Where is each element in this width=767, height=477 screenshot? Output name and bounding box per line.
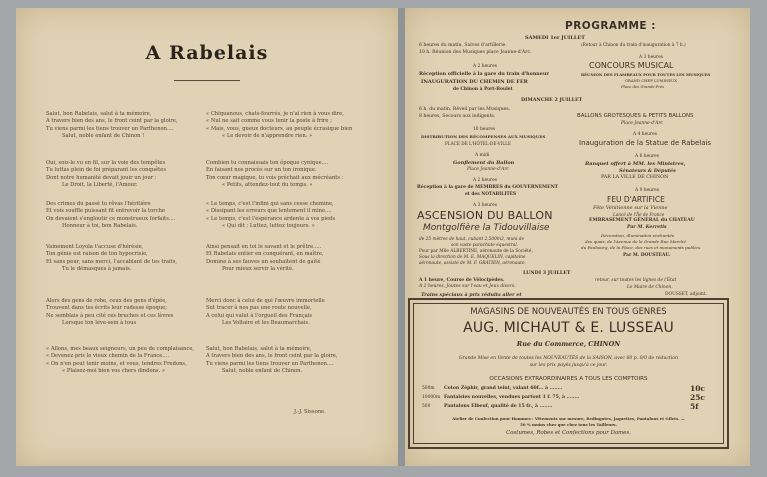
poem-stanza	[46, 298, 173, 328]
poem-line: « Dissipant les erreurs que lentement il mine....	[206, 208, 332, 215]
poem-line: Salut, noble enfant de Chinon !	[62, 133, 145, 140]
page-fold	[398, 8, 405, 466]
poem-line: Ainsi pensait en toi le savant et le prêtre.....	[206, 244, 322, 250]
poem-line: On devaient s'engloutir ce monstrueux forfaits....	[46, 215, 176, 222]
prog-line-midi: A midi	[475, 153, 490, 158]
poem-line: Et Rabelais entier en conquérant, en maître,	[206, 251, 324, 258]
feu-line-7: du Faubourg, de la Place, des rues et monuments publics.	[581, 245, 702, 250]
poem-stanza	[206, 160, 343, 190]
balloon-detail-3: Pour par Mlle ALBERTINE, aéronaute de la Société,	[419, 249, 533, 254]
ad-item-label: Coton Zéphir, grand teint, valant 60f... à ........	[444, 386, 563, 391]
concert-sub-2: GRAND CHEF LUMINEUX	[625, 78, 677, 83]
ad-item-price: 10c	[690, 384, 706, 393]
poem-line: Sut tracer à nos pas une route nouvelle,	[206, 305, 312, 312]
poem-line: Tu viens parmi les tiens trouver un Parthenon....	[206, 360, 334, 367]
poem-line: Trouvent dans tes écrits leur rudesse époque;	[46, 305, 167, 312]
poem-line: Salut, bon Rabelais, salut à ta mémoire,	[206, 346, 312, 352]
balloon-detail-2: son vaste parachute équestral.	[451, 243, 519, 248]
programme-heading: PROGRAMME :	[565, 20, 656, 32]
prog-line-reception: Réception officielle à la gare du train d'honneur	[419, 71, 549, 77]
poem-line: Les Voltaire et les Beaumarchais.	[222, 320, 310, 327]
ad-shop-name: AUG. MICHAUT & E. LUSSEAU	[463, 320, 674, 336]
prog-line-chinon-port: de Chinon à Port-Boulet	[453, 87, 513, 92]
poem-line: Tu le démasques à jamais.	[62, 266, 132, 273]
poem-line: Dont notre humanité devait jouir un jour :	[46, 174, 157, 181]
ad-item-quantity: 500m	[422, 386, 435, 391]
poem-line: Domine à ses fauves un souhaitent de gaîté	[206, 258, 321, 265]
prog-r-retour-train: (Retour à Chinon du train d'inauguration à 7 h.)	[581, 43, 686, 48]
poem-line: Combien tu connaissais ton époque cynique....	[206, 160, 329, 166]
banquet-line-2: Sénateurs & Députés	[619, 168, 676, 174]
concert-sub-1: RÉUNION DES FLAMBEAUX POUR TOUTES LES MUSIQUES	[581, 72, 711, 77]
ad-item-price: 5f	[690, 402, 699, 411]
prog-line-notabilites: et des NOTABILITÉS	[465, 192, 517, 197]
poem-line: Pour mieux servir la vérité.	[222, 266, 294, 273]
prog-line-reveil: 6 h. du matin, Réveil par les Musiques.	[419, 107, 511, 112]
poem-stanza	[46, 111, 178, 141]
balloon-detail-5: aéronaute, assisté de M. F. GRATIEN, aéronaute.	[419, 261, 526, 266]
poem-line: Et sans peur, sans merci, l'accablant de tes traits,	[46, 258, 178, 265]
poem-line: Lorsque ton lève-sein à tous	[62, 320, 137, 327]
prog-line-time-2h: A 2 heures	[473, 64, 497, 69]
ballons-title: BALLONS GROTESQUES & PETITS BALLONS	[577, 113, 694, 119]
prog-line-time-2h-b: A 2 heures	[473, 178, 497, 183]
banquet-line-1: Banquet offert à MM. les Ministres,	[585, 161, 686, 167]
ad-occasions: OCCASIONS EXTRAORDINAIRES A TOUS LES COMPTOIRS	[489, 376, 648, 382]
poem-line: « Plaisez-moi bien vos chers dindons. »	[62, 368, 166, 375]
ad-heading: MAGASINS DE NOUVEAUTÉS EN TOUS GENRES	[470, 306, 667, 316]
maire-title: Le Maire de Chinon,	[627, 285, 673, 290]
poem-line: Salut, noble enfant de Chinon.	[222, 368, 303, 375]
ad-promo-1: Grande Mise en Vente de toutes les NOUVEAUTÉS de la SAISON, avec 60 p. 0/0 de réduction	[458, 356, 679, 361]
poem-signature: J.-J. Sissone.	[294, 409, 326, 415]
prog-line-reunion: 10 h. Réunion des Musiques place Jeanne-d'Arc.	[419, 50, 532, 55]
ad-atelier-2: 50 % moins cher que chez tous les Tailleurs.	[520, 422, 617, 427]
feu-line-3: EMBRASEMENT GÉNÉRAL du CHATEAU	[589, 218, 695, 223]
poem-stanza	[46, 160, 166, 190]
title-ornament-rule	[174, 80, 240, 81]
poem-line: Des crimes du passé tu rêvas l'héritière	[46, 201, 151, 207]
prog-line-place-hotel: PLACE DE L'HÔTEL-DE-VILLE	[445, 141, 511, 146]
balloon-title: ASCENSION DU BALLON	[417, 209, 553, 222]
ad-atelier-1: Atelier de Confection pour Hommes : Vêtements sur mesure, Redingotes, Jaquettes, Pantalons et Gilets. —	[452, 416, 685, 421]
sunday-date: DIMANCHE 2 JUILLET	[521, 97, 583, 103]
ad-item-quantity: 10000m	[422, 395, 441, 400]
prog-line-place-jeanne: Place Jeanne-d'Arc	[467, 167, 509, 172]
poem-line: Ne semblais à peu cité ces bruches et ces lèvres	[46, 312, 174, 319]
poem-line: A celui qui valut à l'orgueil des Français	[206, 312, 313, 319]
poem-line: Tu viens parmi les tiens trouver un Parthenon....	[46, 125, 174, 132]
poem-line: A travers bien des ans, le front ceint par la gloire,	[206, 353, 338, 360]
poem-title: A Rabelais	[145, 42, 269, 64]
poem-stanza	[206, 298, 325, 328]
prog-line-salves: 6 heures du matin, Salves d'artillerie.	[419, 43, 507, 48]
prog-line-inauguration-rail: INAUGURATION DU CHEMIN DE FER	[421, 79, 528, 85]
balloon-detail-1: de 25 mètres de haut, cubant 2,500m3, muni de	[419, 237, 525, 242]
poem-line: « Le devoir de n'apprendre rien. »	[222, 133, 313, 140]
ad-item-quantity: 500	[422, 404, 431, 409]
poem-line: « Chiquanous, chats-fourrés, je n'ai rien à vous dire,	[206, 111, 344, 117]
prog-r-time-3h: A 3 heures	[639, 55, 663, 60]
poem-stanza	[206, 244, 324, 274]
left-page	[16, 8, 398, 466]
poem-line: « Devenez pris le vieux chemin de la France....	[46, 353, 169, 360]
poem-line: « Qui dit : Luttez, luttez toujours. »	[222, 223, 315, 230]
feu-time: A 9 heures	[635, 188, 659, 193]
prog-line-reception-gov: Réception à la gare de MEMBRES du GOUVERNEMENT	[417, 185, 559, 190]
inaug-time: A 4 heures	[633, 132, 657, 137]
monday-item-joutes: A 2 heures, Joutes sur l'eau et Jeux divers.	[419, 284, 516, 289]
ad-item-label: Pantalons Elbeuf, qualité de 15 fr., à ........	[444, 404, 553, 409]
prog-line-distribution: DISTRIBUTION DES RÉCOMPENSES AUX MUSIQUES	[421, 134, 546, 139]
balloon-detail-4: Sous la direction de M. E. MAQUELIN, capitaine	[419, 255, 526, 260]
saturday-date: SAMEDI 1er JUILLET	[525, 35, 585, 41]
trains-note: Trains spéciaux à prix réduits aller et	[421, 292, 522, 298]
banquet-line-3: PAR LA VILLE DE CHINON	[601, 175, 669, 180]
feu-line-6: des quais, de l'Avenue de la Grande Rue Marché	[585, 239, 686, 244]
poem-line: Oui, sois-le vu en fil, sur la voie des tempêtes	[46, 160, 166, 166]
poem-line: Tu luttas plein de foi préparant les conquêtes	[46, 167, 167, 174]
poem-line: « Allons, mes beaux seigneurs, un peu de complaisance,	[46, 346, 195, 352]
poem-stanza	[46, 201, 175, 231]
poem-stanza	[206, 201, 335, 231]
ad-item-label: Fantaisies nouvelles, vendues partout 1 f. 75, à ........	[444, 395, 580, 400]
retour-note: retour, sur toutes les lignes de l'Etat	[595, 278, 677, 283]
monday-date: LUNDI 3 JUILLET	[523, 270, 571, 276]
feu-line-8: Par M. DOUSTEAU.	[623, 253, 671, 258]
feu-line-2: Lancé de l'Île de France	[613, 212, 665, 217]
poem-line: A travers bien des ans, le front ceint par la gloire,	[46, 118, 178, 125]
poem-line: Merci donc à celui de qui l'œuvre immortelle	[206, 298, 325, 304]
poem-line: Ton cœur magique, tu vois préchait aux mécréants :	[206, 174, 344, 181]
prog-line-gonflement: Gonflement du Ballon	[453, 160, 515, 166]
poem-stanza	[46, 244, 177, 274]
prog-line-time-10h: 10 heures	[473, 127, 496, 132]
feu-title: FEU D'ARTIFICE	[607, 195, 665, 204]
poem-line: Et vois souffle puissant fit entrevoir la torche	[46, 208, 166, 215]
ad-footer: Costumes, Robes et Confections pour Dames.	[506, 430, 631, 436]
poem-line: « Petits, attendez-tout du temps. »	[222, 182, 313, 189]
prog-line-secours: 8 heures, Secours aux indigents.	[419, 114, 496, 119]
balloon-subtitle: Montgolfière la Tidouvillaise	[423, 223, 550, 233]
inauguration-statue-title: Inauguration de la Statue de Rabelais	[579, 139, 712, 147]
ballons-place: Place Jeanne-d'Arc	[621, 121, 663, 126]
right-page	[405, 8, 750, 466]
poem-line: « Nul ne sait comme vous tenir la poste à frire ;	[206, 118, 332, 125]
concert-title: CONCOURS MUSICAL	[589, 61, 674, 70]
monday-item-velocipedes: A 1 heure, Course de Vélocipèdes.	[419, 278, 505, 283]
ad-item-price: 25c	[690, 393, 706, 402]
poem-line: Honneur à toi, bon Rabelais.	[62, 223, 138, 230]
advertisement-box	[408, 298, 729, 449]
prog-line-time-3h: A 3 heures	[473, 203, 497, 208]
poem-line: « On n'en peut tenir moins, et vous, tendres Fredons,	[46, 360, 187, 367]
poem-line: Ton génie est raison de ton hypocrisie,	[46, 251, 148, 258]
maire-signature: DOUSSET, adjoint.	[665, 292, 707, 297]
poem-line: Salut, bon Rabelais, salut à ta mémoire,	[46, 111, 152, 117]
poem-line: « Mais, vous, gueux docteurs, au peuple écrasique bien	[206, 125, 353, 132]
feu-line-5: Décoration, illumination enchantée	[601, 233, 675, 238]
poem-line: Vainement Loyola t'accuse d'hérésie,	[46, 244, 144, 250]
poem-stanza	[206, 346, 338, 376]
poem-line: En faisant nos procès sur un ton ironique.	[206, 167, 317, 174]
poem-line: Le Droit, la Liberté, l'Amour.	[62, 182, 138, 189]
poem-line: « Le temps, c'est l'infini qui sans cesse chemine,	[206, 201, 334, 207]
feu-line-4: Par M. Kerretis	[627, 225, 667, 230]
feu-line-1: Fête Vénitienne sur la Vienne	[593, 205, 668, 211]
ad-promo-2: sur les prix payés jusqu'à ce jour.	[529, 363, 608, 368]
poem-stanza	[206, 111, 352, 141]
poem-line: Alors des gens de robe, ceux des gens d'épée,	[46, 298, 167, 304]
poem-line: « Le temps, c'est l'espérance ardente à vos pieds	[206, 215, 336, 222]
concert-sub-3: Place des Grands-Prés	[621, 84, 665, 89]
poem-stanza	[46, 346, 194, 376]
ad-address: Rue du Commerce, CHINON	[516, 340, 621, 348]
banquet-time: A 6 heures	[635, 154, 659, 159]
